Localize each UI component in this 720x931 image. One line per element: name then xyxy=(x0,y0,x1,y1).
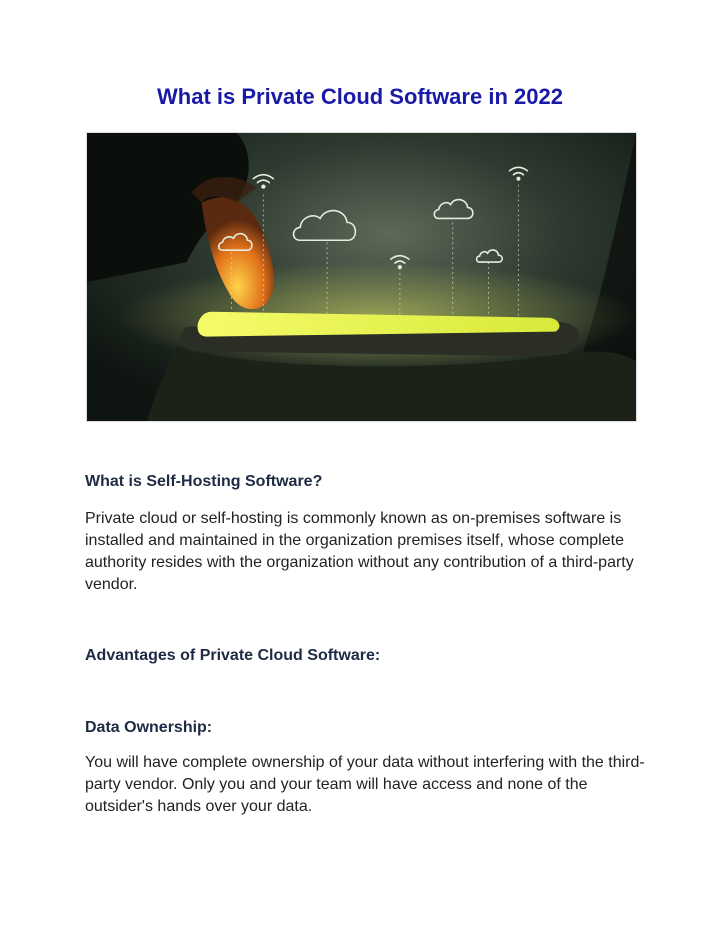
section-paragraph: You will have complete ownership of your data without interfering with the third-party vendor. Only you and your team will have access and none of the outsider's hands over your data. xyxy=(85,754,645,815)
page-title: What is Private Cloud Software in 2022 xyxy=(157,84,563,109)
section-paragraph: Private cloud or self-hosting is commonly known as on-premises software is installed and maintained in the organization premises itself, whose complete authority resides with the organization without any contribution of a third-party vendor. xyxy=(85,510,634,593)
section-heading: Advantages of Private Cloud Software: xyxy=(85,647,381,664)
section-heading: Data Ownership: xyxy=(85,719,213,736)
hero-image xyxy=(86,132,637,422)
section-heading: What is Self-Hosting Software? xyxy=(85,473,323,490)
phone-cloud-illustration xyxy=(87,133,636,421)
